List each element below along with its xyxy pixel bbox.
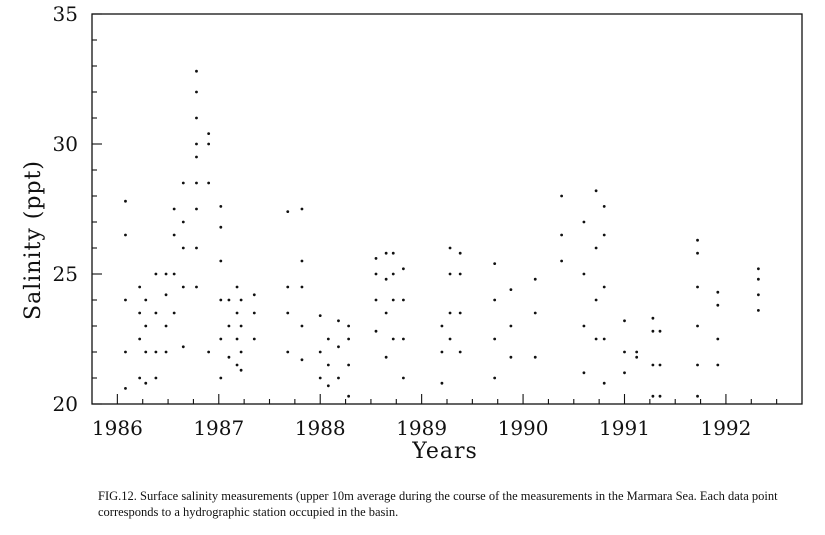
data-point [696, 286, 699, 289]
y-tick-label: 20 [52, 392, 78, 416]
data-point [392, 252, 395, 255]
data-point [623, 351, 626, 354]
data-point [510, 325, 513, 328]
data-point [652, 330, 655, 333]
data-point [459, 252, 462, 255]
data-point [124, 351, 127, 354]
data-point [635, 356, 638, 359]
x-tick-label: 1990 [497, 416, 549, 440]
data-point [441, 325, 444, 328]
data-point [219, 299, 222, 302]
data-point [603, 234, 606, 237]
data-point [195, 143, 198, 146]
x-axis-title: Years [412, 439, 478, 464]
data-point [195, 247, 198, 250]
data-point [124, 234, 127, 237]
data-point [757, 267, 760, 270]
data-point [623, 371, 626, 374]
data-point [652, 317, 655, 320]
data-point [219, 205, 222, 208]
data-point [449, 273, 452, 276]
data-point [138, 286, 141, 289]
data-point [449, 312, 452, 315]
data-point [155, 351, 158, 354]
data-point [327, 364, 330, 367]
data-point [375, 273, 378, 276]
y-tick-label: 25 [52, 262, 78, 286]
data-point [144, 351, 147, 354]
data-point [375, 330, 378, 333]
data-point [337, 377, 340, 380]
data-point [228, 325, 231, 328]
data-point [301, 208, 304, 211]
data-point [219, 377, 222, 380]
x-tick-label: 1986 [91, 416, 143, 440]
data-point [510, 356, 513, 359]
data-point [595, 299, 598, 302]
data-point [385, 312, 388, 315]
data-point [236, 286, 239, 289]
data-point [696, 252, 699, 255]
data-point [195, 117, 198, 120]
data-point [195, 156, 198, 159]
data-point [449, 338, 452, 341]
data-point [124, 387, 127, 390]
data-point [595, 247, 598, 250]
data-point [236, 364, 239, 367]
data-point [347, 338, 350, 341]
x-tick-label: 1992 [700, 416, 752, 440]
data-point [659, 330, 662, 333]
data-point [652, 364, 655, 367]
y-tick-label: 35 [52, 2, 78, 26]
data-point [603, 338, 606, 341]
data-point [347, 325, 350, 328]
data-point [385, 278, 388, 281]
data-point [207, 182, 210, 185]
data-point [301, 358, 304, 361]
data-point [301, 325, 304, 328]
data-point [716, 338, 719, 341]
data-point [228, 356, 231, 359]
data-point [182, 182, 185, 185]
data-point [459, 312, 462, 315]
data-point [696, 325, 699, 328]
data-point [375, 257, 378, 260]
data-point [757, 309, 760, 312]
data-point [195, 208, 198, 211]
data-point [236, 312, 239, 315]
data-point [253, 338, 256, 341]
y-axis-title: Salinity (ppt) [21, 160, 46, 320]
data-point [623, 319, 626, 322]
data-point [402, 338, 405, 341]
data-point [240, 351, 243, 354]
data-point [560, 260, 563, 263]
data-point [182, 345, 185, 348]
data-point [195, 91, 198, 94]
data-point [696, 239, 699, 242]
data-point [155, 312, 158, 315]
data-point [716, 304, 719, 307]
data-point [337, 345, 340, 348]
data-point [144, 382, 147, 385]
data-point [195, 286, 198, 289]
data-point [286, 312, 289, 315]
data-point [652, 395, 655, 398]
data-point [165, 325, 168, 328]
data-point [228, 299, 231, 302]
data-point [207, 143, 210, 146]
data-point [603, 286, 606, 289]
data-point [493, 262, 496, 265]
data-point [392, 338, 395, 341]
data-point [493, 299, 496, 302]
data-point [510, 288, 513, 291]
data-point [182, 286, 185, 289]
data-point [402, 267, 405, 270]
data-point [441, 351, 444, 354]
plot-frame [92, 14, 802, 404]
data-point [696, 364, 699, 367]
data-point [459, 351, 462, 354]
data-point [392, 299, 395, 302]
x-tick-label: 1988 [294, 416, 346, 440]
y-tick-label: 30 [52, 132, 78, 156]
data-point [459, 273, 462, 276]
data-point [138, 338, 141, 341]
data-point [124, 200, 127, 203]
data-point [441, 382, 444, 385]
data-point [347, 395, 350, 398]
data-point [207, 132, 210, 135]
data-point [534, 356, 537, 359]
data-point [635, 351, 638, 354]
data-point [327, 384, 330, 387]
data-point [165, 293, 168, 296]
data-point [659, 395, 662, 398]
data-point [583, 325, 586, 328]
data-point [155, 273, 158, 276]
data-point [195, 70, 198, 73]
data-point [165, 273, 168, 276]
data-point [207, 351, 210, 354]
data-point [138, 377, 141, 380]
data-point [583, 221, 586, 224]
data-point [240, 325, 243, 328]
x-tick-label: 1991 [599, 416, 650, 440]
data-point [182, 221, 185, 224]
data-point [560, 195, 563, 198]
data-point [165, 351, 168, 354]
data-point [392, 273, 395, 276]
data-point [138, 312, 141, 315]
data-point [155, 377, 158, 380]
data-point [595, 338, 598, 341]
data-point [219, 226, 222, 229]
data-point [173, 234, 176, 237]
data-point [603, 382, 606, 385]
data-point [757, 278, 760, 281]
data-point [124, 299, 127, 302]
data-point [144, 299, 147, 302]
tick-labels [53, 2, 752, 440]
data-point [301, 286, 304, 289]
data-point [696, 395, 699, 398]
data-point [534, 312, 537, 315]
figure-caption: FIG.12. Surface salinity measurements (upper 10m average during the course of the measurements in the Marmara Sea. Each data point corresponds to a hydrographic station occupied in the basin. [98, 489, 778, 519]
data-point [301, 260, 304, 263]
data-point [173, 208, 176, 211]
data-point [716, 291, 719, 294]
data-point [347, 364, 350, 367]
data-point [173, 273, 176, 276]
data-point [319, 351, 322, 354]
data-point [337, 319, 340, 322]
data-point [493, 338, 496, 341]
x-tick-label: 1989 [396, 416, 448, 440]
data-point [583, 371, 586, 374]
data-point [385, 252, 388, 255]
data-point [195, 182, 198, 185]
data-point [385, 356, 388, 359]
data-point [402, 377, 405, 380]
data-point [319, 377, 322, 380]
data-point [757, 293, 760, 296]
data-point [286, 210, 289, 213]
data-point [240, 299, 243, 302]
data-point [286, 286, 289, 289]
data-point [253, 293, 256, 296]
data-point [319, 314, 322, 317]
data-point [716, 364, 719, 367]
data-point [219, 260, 222, 263]
data-point [375, 299, 378, 302]
data-point [253, 312, 256, 315]
data-point [236, 338, 239, 341]
data-point [327, 338, 330, 341]
data-point [583, 273, 586, 276]
data-point [286, 351, 289, 354]
axes [92, 14, 802, 404]
data-point [560, 234, 563, 237]
data-point [240, 369, 243, 372]
data-point [144, 325, 147, 328]
data-point [219, 338, 222, 341]
data-point [182, 247, 185, 250]
data-point [493, 377, 496, 380]
data-point [603, 205, 606, 208]
data-point [534, 278, 537, 281]
data-point [659, 364, 662, 367]
data-point [449, 247, 452, 250]
data-point [595, 189, 598, 192]
x-tick-label: 1987 [193, 416, 245, 440]
data-point [402, 299, 405, 302]
data-points [124, 70, 760, 398]
data-point [173, 312, 176, 315]
